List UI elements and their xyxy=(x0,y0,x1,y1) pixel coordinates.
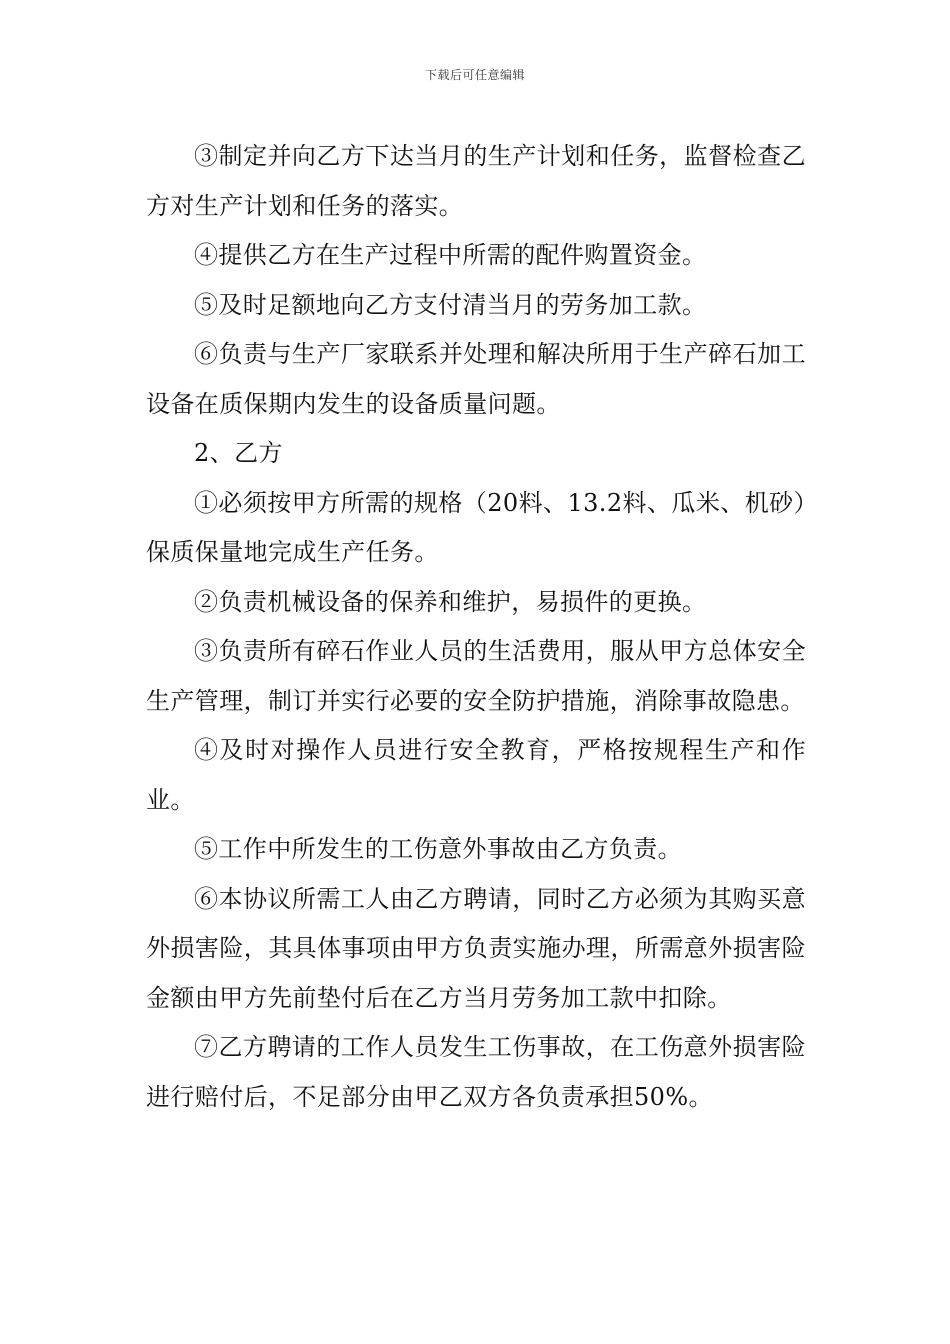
paragraph-b-item-3-safety-management: ③负责所有碎石作业人员的生活费用，服从甲方总体安全生产管理，制订并实行必要的安全防护措施，消除事故隐患。 xyxy=(146,637,806,715)
paragraph-b-item-7-compensation: ⑦乙方聘请的工作人员发生工伤事故，在工伤意外损害险进行赔付后，不足部分由甲乙双方各负责承担50%。 xyxy=(146,1033,806,1111)
page-header: 下载后可任意编辑 xyxy=(424,68,525,82)
paragraph-item-6-equipment-quality: ⑥负责与生产厂家联系并处理和解决所用于生产碎石加工设备在质保期内发生的设备质量问题。 xyxy=(146,340,806,418)
paragraph-b-item-5-injury-responsibility: ⑤工作中所发生的工伤意外事故由乙方负责。 xyxy=(194,835,682,863)
paragraph-b-item-6-insurance: ⑥本协议所需工人由乙方聘请，同时乙方必须为其购买意外损害险，其具体事项由甲方负责实施办理，所需意外损害险金额由甲方先前垫付后在乙方当月劳务加工款中扣除。 xyxy=(146,884,806,1012)
paragraph-item-5-payment: ⑤及时足额地向乙方支付清当月的劳务加工款。 xyxy=(194,290,707,319)
paragraph-b-item-1-specifications: ①必须按甲方所需的规格（20料、13.2料、瓜米、机砂）保质保量地完成生产任务。 xyxy=(146,488,806,566)
paragraph-item-3-plan-tasks: ③制定并向乙方下达当月的生产计划和任务，监督检查乙方对生产计划和任务的落实。 xyxy=(146,142,806,220)
paragraph-item-4-parts-funding: ④提供乙方在生产过程中所需的配件购置资金。 xyxy=(194,241,707,269)
document-body xyxy=(146,132,806,1122)
paragraph-b-item-2-maintenance: ②负责机械设备的保养和维护，易损件的更换。 xyxy=(194,587,707,616)
paragraph-b-item-4-safety-education: ④及时对操作人员进行安全教育，严格按规程生产和作业。 xyxy=(146,736,806,814)
section-heading-party-b: 2、乙方 xyxy=(194,439,283,467)
